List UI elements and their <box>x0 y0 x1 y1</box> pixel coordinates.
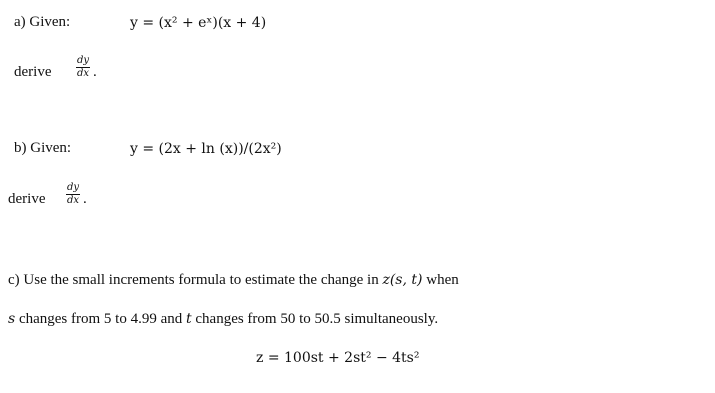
part-c-variable-s: s <box>8 311 16 327</box>
part-a-derivative-fraction <box>75 56 91 79</box>
part-a-derive-label: derive <box>14 64 52 80</box>
part-a-equation: y = (x² + eˣ)(x + 4) <box>130 15 267 31</box>
part-c-line-1-end: when <box>422 272 459 288</box>
part-c-line-1 <box>8 272 459 289</box>
part-a-frac-numerator: dy <box>76 55 90 66</box>
part-b-frac-numerator: dy <box>66 182 80 193</box>
part-c-line-2-end: changes from 50 to 50.5 simultaneously. <box>191 311 439 327</box>
part-b-derive-label: derive <box>8 191 46 207</box>
part-a-frac-denominator: dx <box>76 68 90 79</box>
part-b-frac-denominator: dx <box>66 195 80 206</box>
part-a-period: . <box>93 64 97 80</box>
part-c-variable-t: t <box>185 311 192 327</box>
part-c-formula: z = 100st + 2st² − 4ts² <box>256 350 420 366</box>
part-a-given-label: a) Given: <box>14 14 71 30</box>
part-c-line-2 <box>8 311 438 328</box>
part-b-given-label: b) Given: <box>14 140 72 156</box>
part-b-period: . <box>83 191 87 207</box>
part-c-line-1-text: c) Use the small increments formula to estimate the change in <box>8 272 383 288</box>
part-c-function-z: z(s, t) <box>382 272 423 288</box>
part-c-line-2-mid: changes from 5 to 4.99 and <box>15 311 186 327</box>
part-b-derivative-fraction <box>65 183 81 206</box>
part-b-equation: y = (2x + ln (x))/(2x²) <box>130 141 282 157</box>
